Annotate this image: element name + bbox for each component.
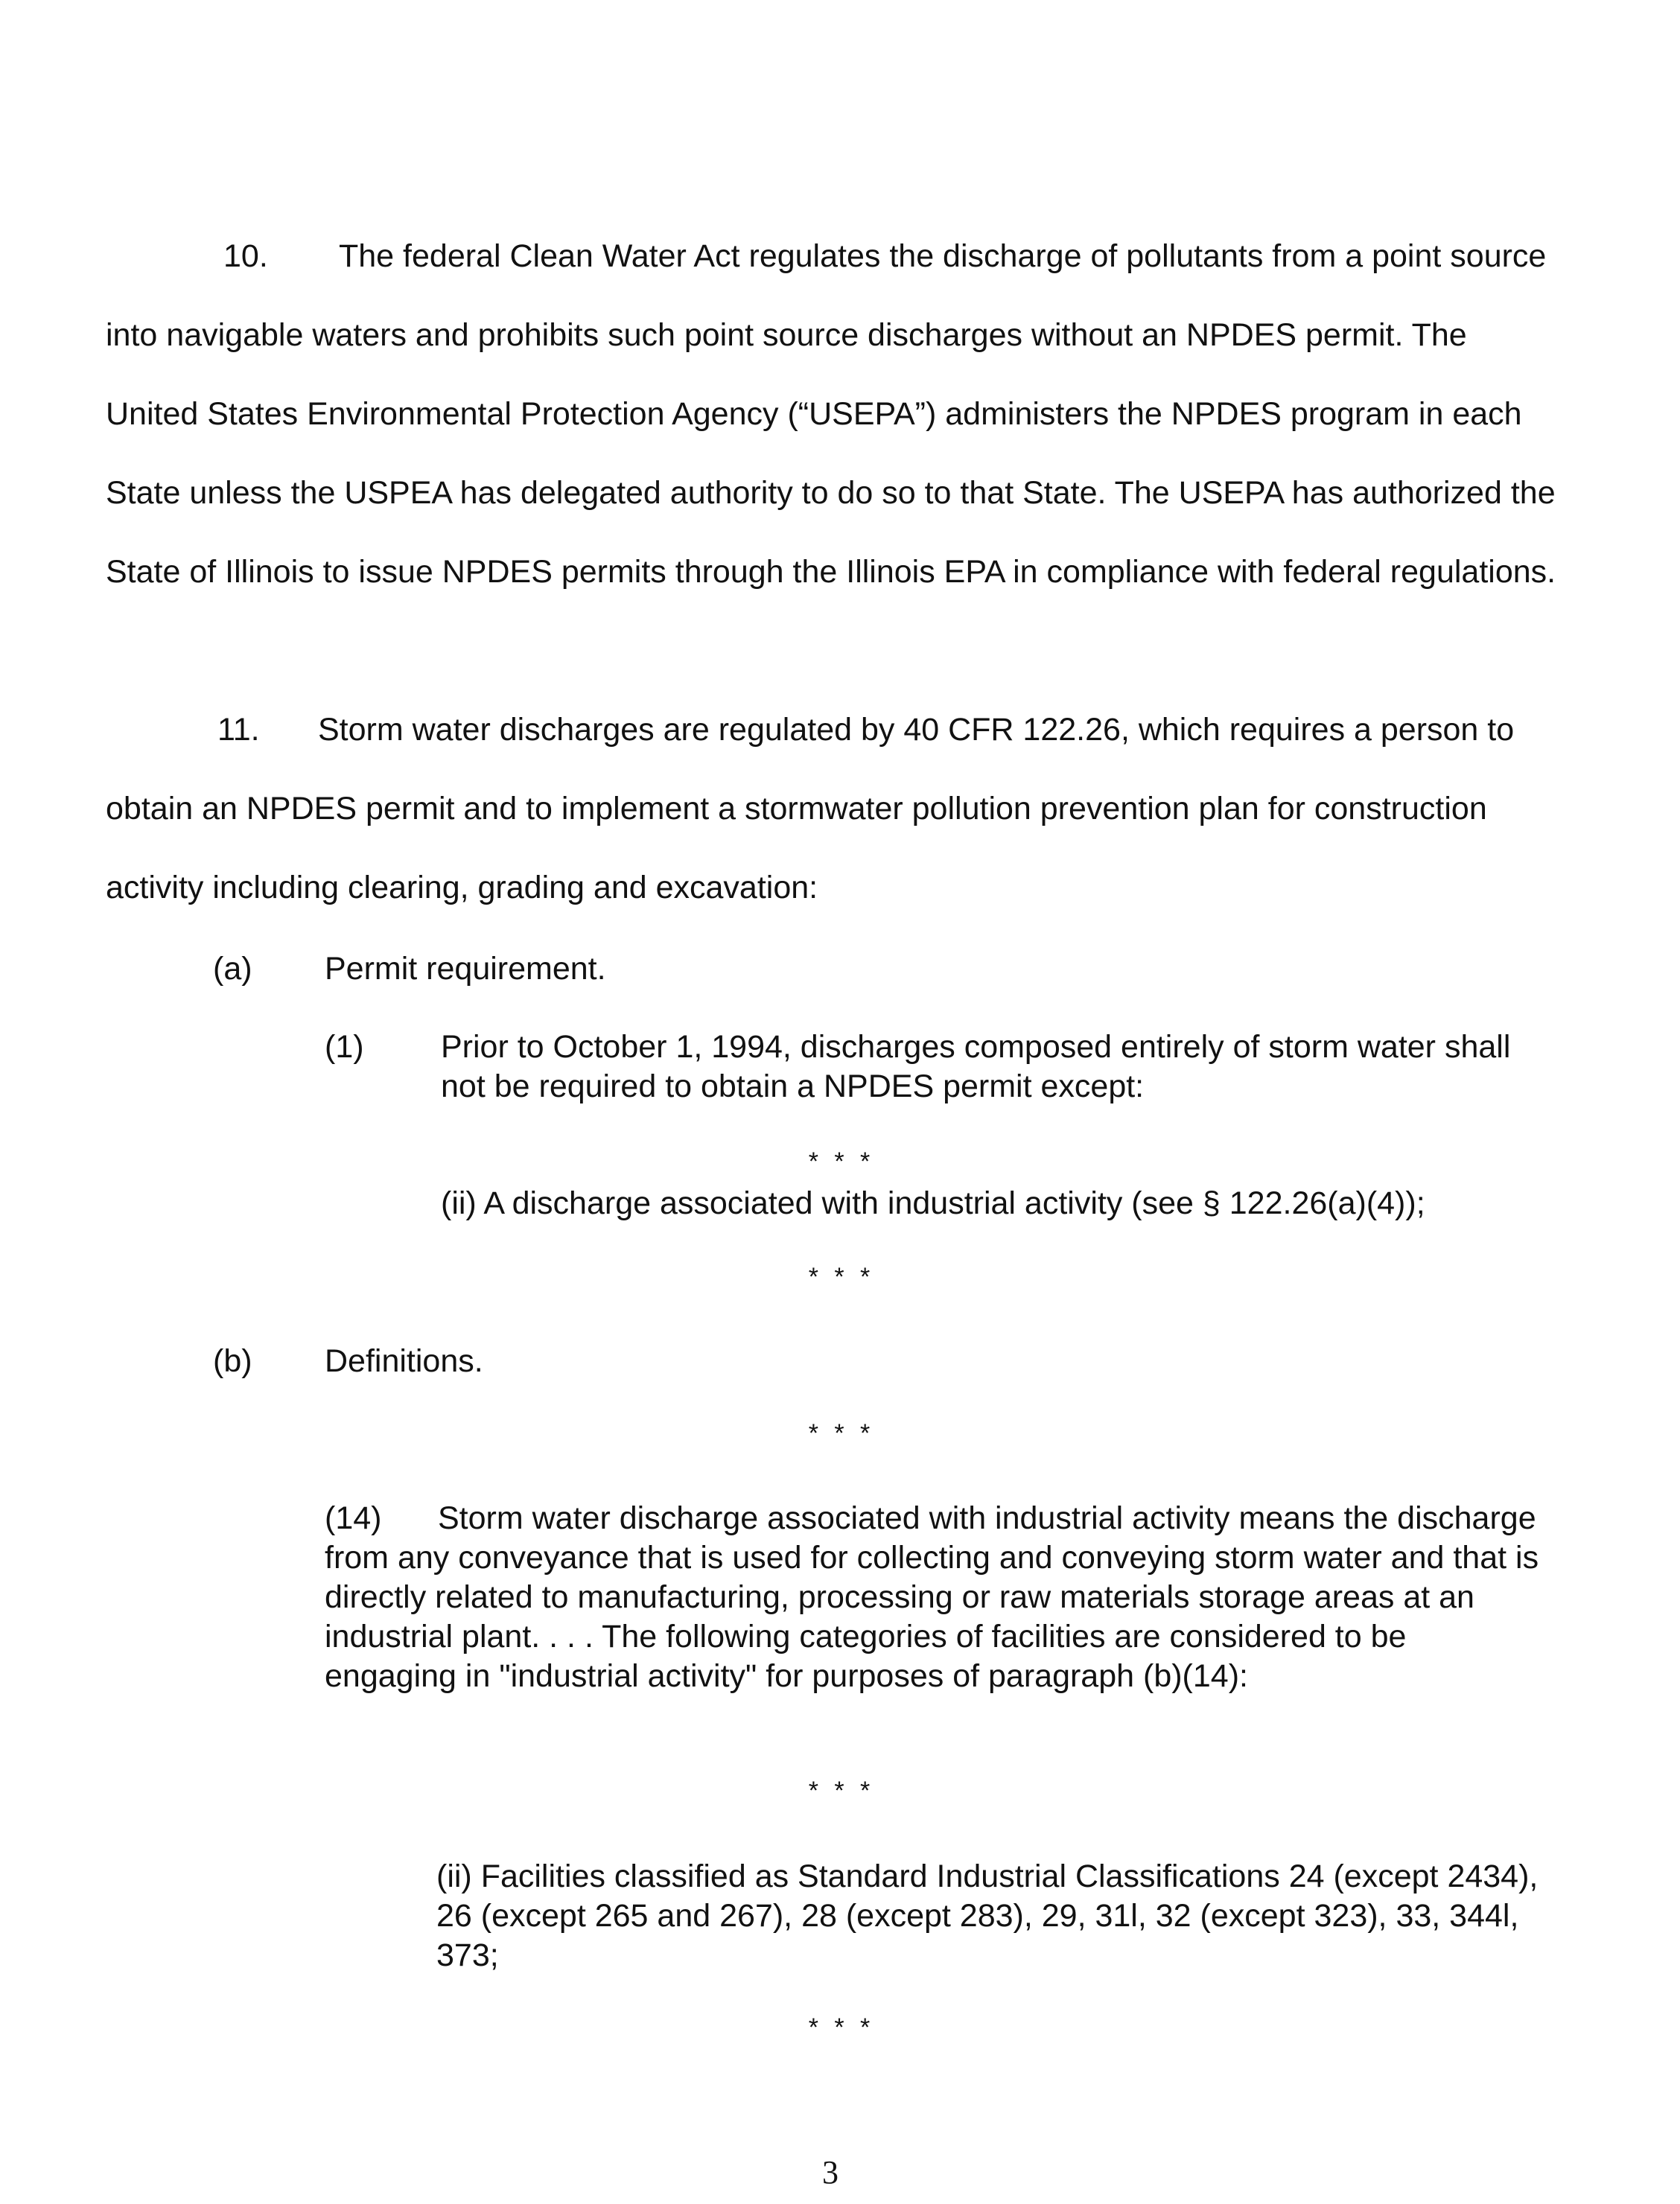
paragraph-11 <box>106 690 1565 927</box>
paragraph-number: 10. <box>223 238 268 274</box>
section-a-heading: Permit requirement. <box>325 951 606 987</box>
item-1-label: (1) <box>325 1029 364 1065</box>
item-14-text: Storm water discharge associated with industrial activity means the discharge from any conveyance that is used for collecting and conveying storm water and that is directly related to manufacturing, processing or raw materials storage areas at an industrial plant. . . . The following categories of facilities are considered to be engaging in "industrial activity" for purposes of paragraph (b)(14): <box>325 1500 1539 1694</box>
item-14-label: (14) <box>325 1500 382 1536</box>
paragraph-text: The federal Clean Water Act regulates the discharge of pollutants from a point source into navigable waters and prohibits such point source discharges without an NPDES permit. The United States Environmental Protection Agency (“USEPA”) administers the NPDES program in each State unless the USPEA has delegated authority to do so to that State. The USEPA has authorized the State of Illinois to issue NPDES permits through the Illinois EPA in compliance with federal regulations. <box>106 238 1556 590</box>
ellipsis-marker: * * * <box>808 1419 875 1447</box>
page-number: 3 <box>822 2154 839 2191</box>
ellipsis-marker: * * * <box>808 1777 875 1805</box>
paragraph-text: Storm water discharges are regulated by 40 CFR 122.26, which requires a person to obtain an NPDES permit and to implement a stormwater pollution prevention plan for construction activity including clearing, grading and excavation: <box>106 712 1515 905</box>
item-14-definition <box>325 1499 1546 1696</box>
item-ii-facilities: (ii) Facilities classified as Standard Industrial Classifications 24 (except 2434), 26 (except 265 and 267), 28 (except 283), 29, 31l, 32 (except 323), 33, 344l, 373; <box>436 1859 1539 1973</box>
paragraph-number: 11. <box>217 712 260 748</box>
item-1-text: Prior to October 1, 1994, discharges composed entirely of storm water shall not be required to obtain a NPDES permit except: <box>441 1029 1511 1104</box>
ellipsis-marker: * * * <box>808 1263 875 1291</box>
ellipsis-marker: * * * <box>808 1147 875 1176</box>
paragraph-10 <box>106 217 1565 611</box>
section-a-label: (a) <box>213 951 252 987</box>
ellipsis-marker: * * * <box>808 2013 875 2042</box>
section-b-label: (b) <box>213 1343 252 1379</box>
section-b-heading: Definitions. <box>325 1343 483 1379</box>
item-ii-discharge: (ii) A discharge associated with industrial activity (see § 122.26(a)(4)); <box>441 1185 1425 1221</box>
